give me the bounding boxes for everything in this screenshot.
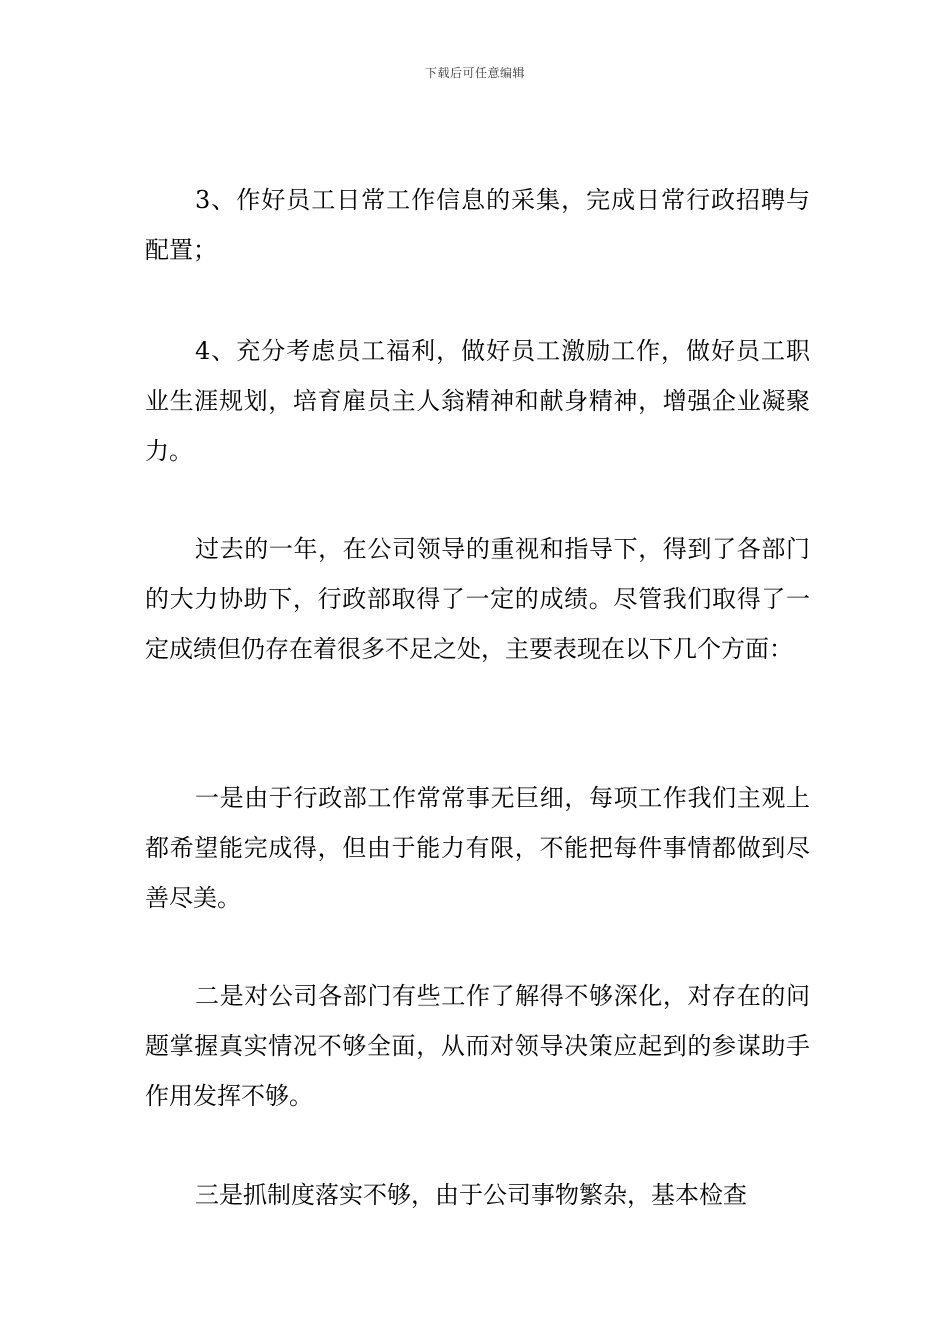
paragraph-item-3: 3、作好员工日常工作信息的采集，完成日常行政招聘与配置； bbox=[145, 186, 810, 264]
paragraph-shortcoming-3: 三是抓制度落实不够，由于公司事物繁杂，基本检查 bbox=[195, 1181, 747, 1209]
page-header: 下载后可任意编辑 bbox=[424, 66, 525, 80]
paragraph-shortcoming-2: 二是对公司各部门有些工作了解得不够深化，对存在的问题掌握真实情况不够全面，从而对领导决策应起到的参谋助手作用发挥不够。 bbox=[145, 982, 810, 1110]
paragraph-item-4: 4、充分考虑员工福利，做好员工激励工作，做好员工职业生涯规划，培育雇员主人翁精神和献身精神，增强企业凝聚力。 bbox=[145, 337, 810, 465]
paragraph-summary: 过去的一年，在公司领导的重视和指导下，得到了各部门的大力协助下，行政部取得了一定的成绩。尽管我们取得了一定成绩但仍存在着很多不足之处，主要表现在以下几个方面： bbox=[145, 535, 810, 663]
paragraph-shortcoming-1: 一是由于行政部工作常常事无巨细，每项工作我们主观上都希望能完成得，但由于能力有限，不能把每件事情都做到尽善尽美。 bbox=[145, 784, 810, 912]
